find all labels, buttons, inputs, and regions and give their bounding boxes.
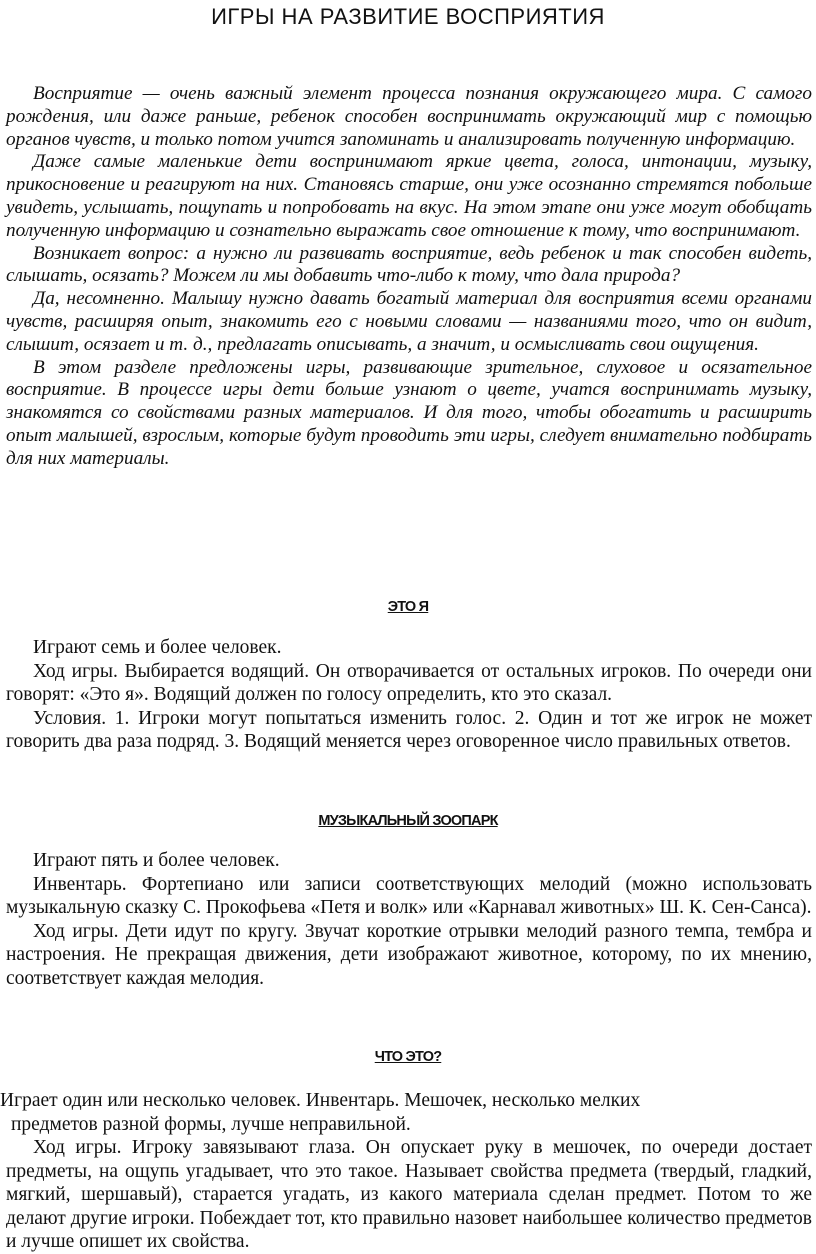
game-paragraph-line: Играет один или несколько человек. Инвентарь. Мешочек, несколько мелких [0, 1090, 641, 1111]
game-paragraph: Условия. 1. Игроки могут попытаться изменить голос. 2. Один и тот же игрок не может говорить два раза подряд. 3. Водящий меняется через оговоренное число правильных ответов. [6, 707, 812, 752]
intro-section [6, 83, 812, 471]
game-heading-eto-ya: ЭТО Я [387, 599, 429, 615]
game-paragraph: Играют пять и более человек. [33, 850, 280, 871]
game-heading-musical-zoo: МУЗЫКАЛЬНЫЙ ЗООПАРК [318, 813, 498, 829]
game-paragraph: Инвентарь. Фортепиано или записи соответствующих мелодий (можно использовать музыкальную сказку С. Прокофьева «Петя и волк» или «Карнавал животных» Ш. К. Сен-Санса). [6, 873, 812, 918]
game-section-chto-eto [0, 1089, 812, 1254]
document-title: ИГРЫ НА РАЗВИТИЕ ВОСПРИЯТИЯ [211, 4, 605, 29]
intro-paragraph: Даже самые маленькие дети воспринимают яркие цвета, голоса, интонации, музыку, прикосновение и реагируют на них. Становясь старше, они уже осознанно стремятся побольше увидеть, услышать, пощупать и попробовать на вкус. На этом этапе они уже могут обобщать полученную информацию и сознательно выражать свое отношение к тому, что воспринимают. [6, 151, 812, 241]
game-paragraph-line: предметов разной формы, лучше неправильной. [11, 1113, 411, 1135]
game-paragraph: Играют семь и более человек. [33, 637, 282, 658]
game-heading-chto-eto: ЧТО ЭТО? [374, 1049, 442, 1065]
game-paragraph [0, 1089, 812, 1136]
game-paragraph: Ход игры. Выбирается водящий. Он отворачивается от остальных игроков. По очереди они говорят: «Это я». Водящий должен по голосу определить, кто это сказал. [6, 660, 812, 705]
intro-paragraph: Возникает вопрос: а нужно ли развивать восприятие, ведь ребенок и так способен видеть, слышать, осязать? Можем ли мы добавить что-либо к тому, что дала природа? [6, 242, 812, 287]
game-paragraph: Ход игры. Дети идут по кругу. Звучат короткие отрывки мелодий разного темпа, тембра и настроения. Не прекращая движения, дети изображают животное, которому, по их мнению, соответствует каждая мелодия. [6, 920, 812, 989]
intro-paragraph: Да, несомненно. Малышу нужно давать богатый материал для восприятия всеми органами чувств, расширяя опыт, знакомить его с новыми словами — названиями того, что он видит, слышит, осязает и т. д., предлагать описывать, а значит, и осмысливать свои ощущения. [6, 288, 812, 355]
game-paragraph: Ход игры. Игроку завязывают глаза. Он опускает руку в мешочек, по очереди достает предметы, на ощупь угадывает, что это такое. Называет свойства предмета (твердый, гладкий, мягкий, шершавый), старается угадать, из какого материала сделан предмет. Потом то же делают другие игроки. Побеждает тот, кто правильно назовет наибольшее количество предметов и лучше опишет их свойства. [6, 1137, 812, 1252]
game-section-musical-zoo [6, 849, 812, 990]
intro-paragraph: В этом разделе предложены игры, развивающие зрительное, слуховое и осязательное восприятие. В процессе игры дети больше узнают о цвете, учатся воспринимать музыку, знакомятся со свойствами разных материалов. И для того, чтобы обогатить и расширить опыт малышей, взрослым, которые будут проводить эти игры, следует внимательно подбирать для них материалы. [6, 356, 812, 469]
intro-paragraph: Восприятие — очень важный элемент процесса познания окружающего мира. С самого рождения, или даже раньше, ребенок способен воспринимать окружающий мир с помощью органов чувств, и только потом учится запоминать и анализировать полученную информацию. [6, 83, 812, 150]
game-section-eto-ya [6, 636, 812, 754]
